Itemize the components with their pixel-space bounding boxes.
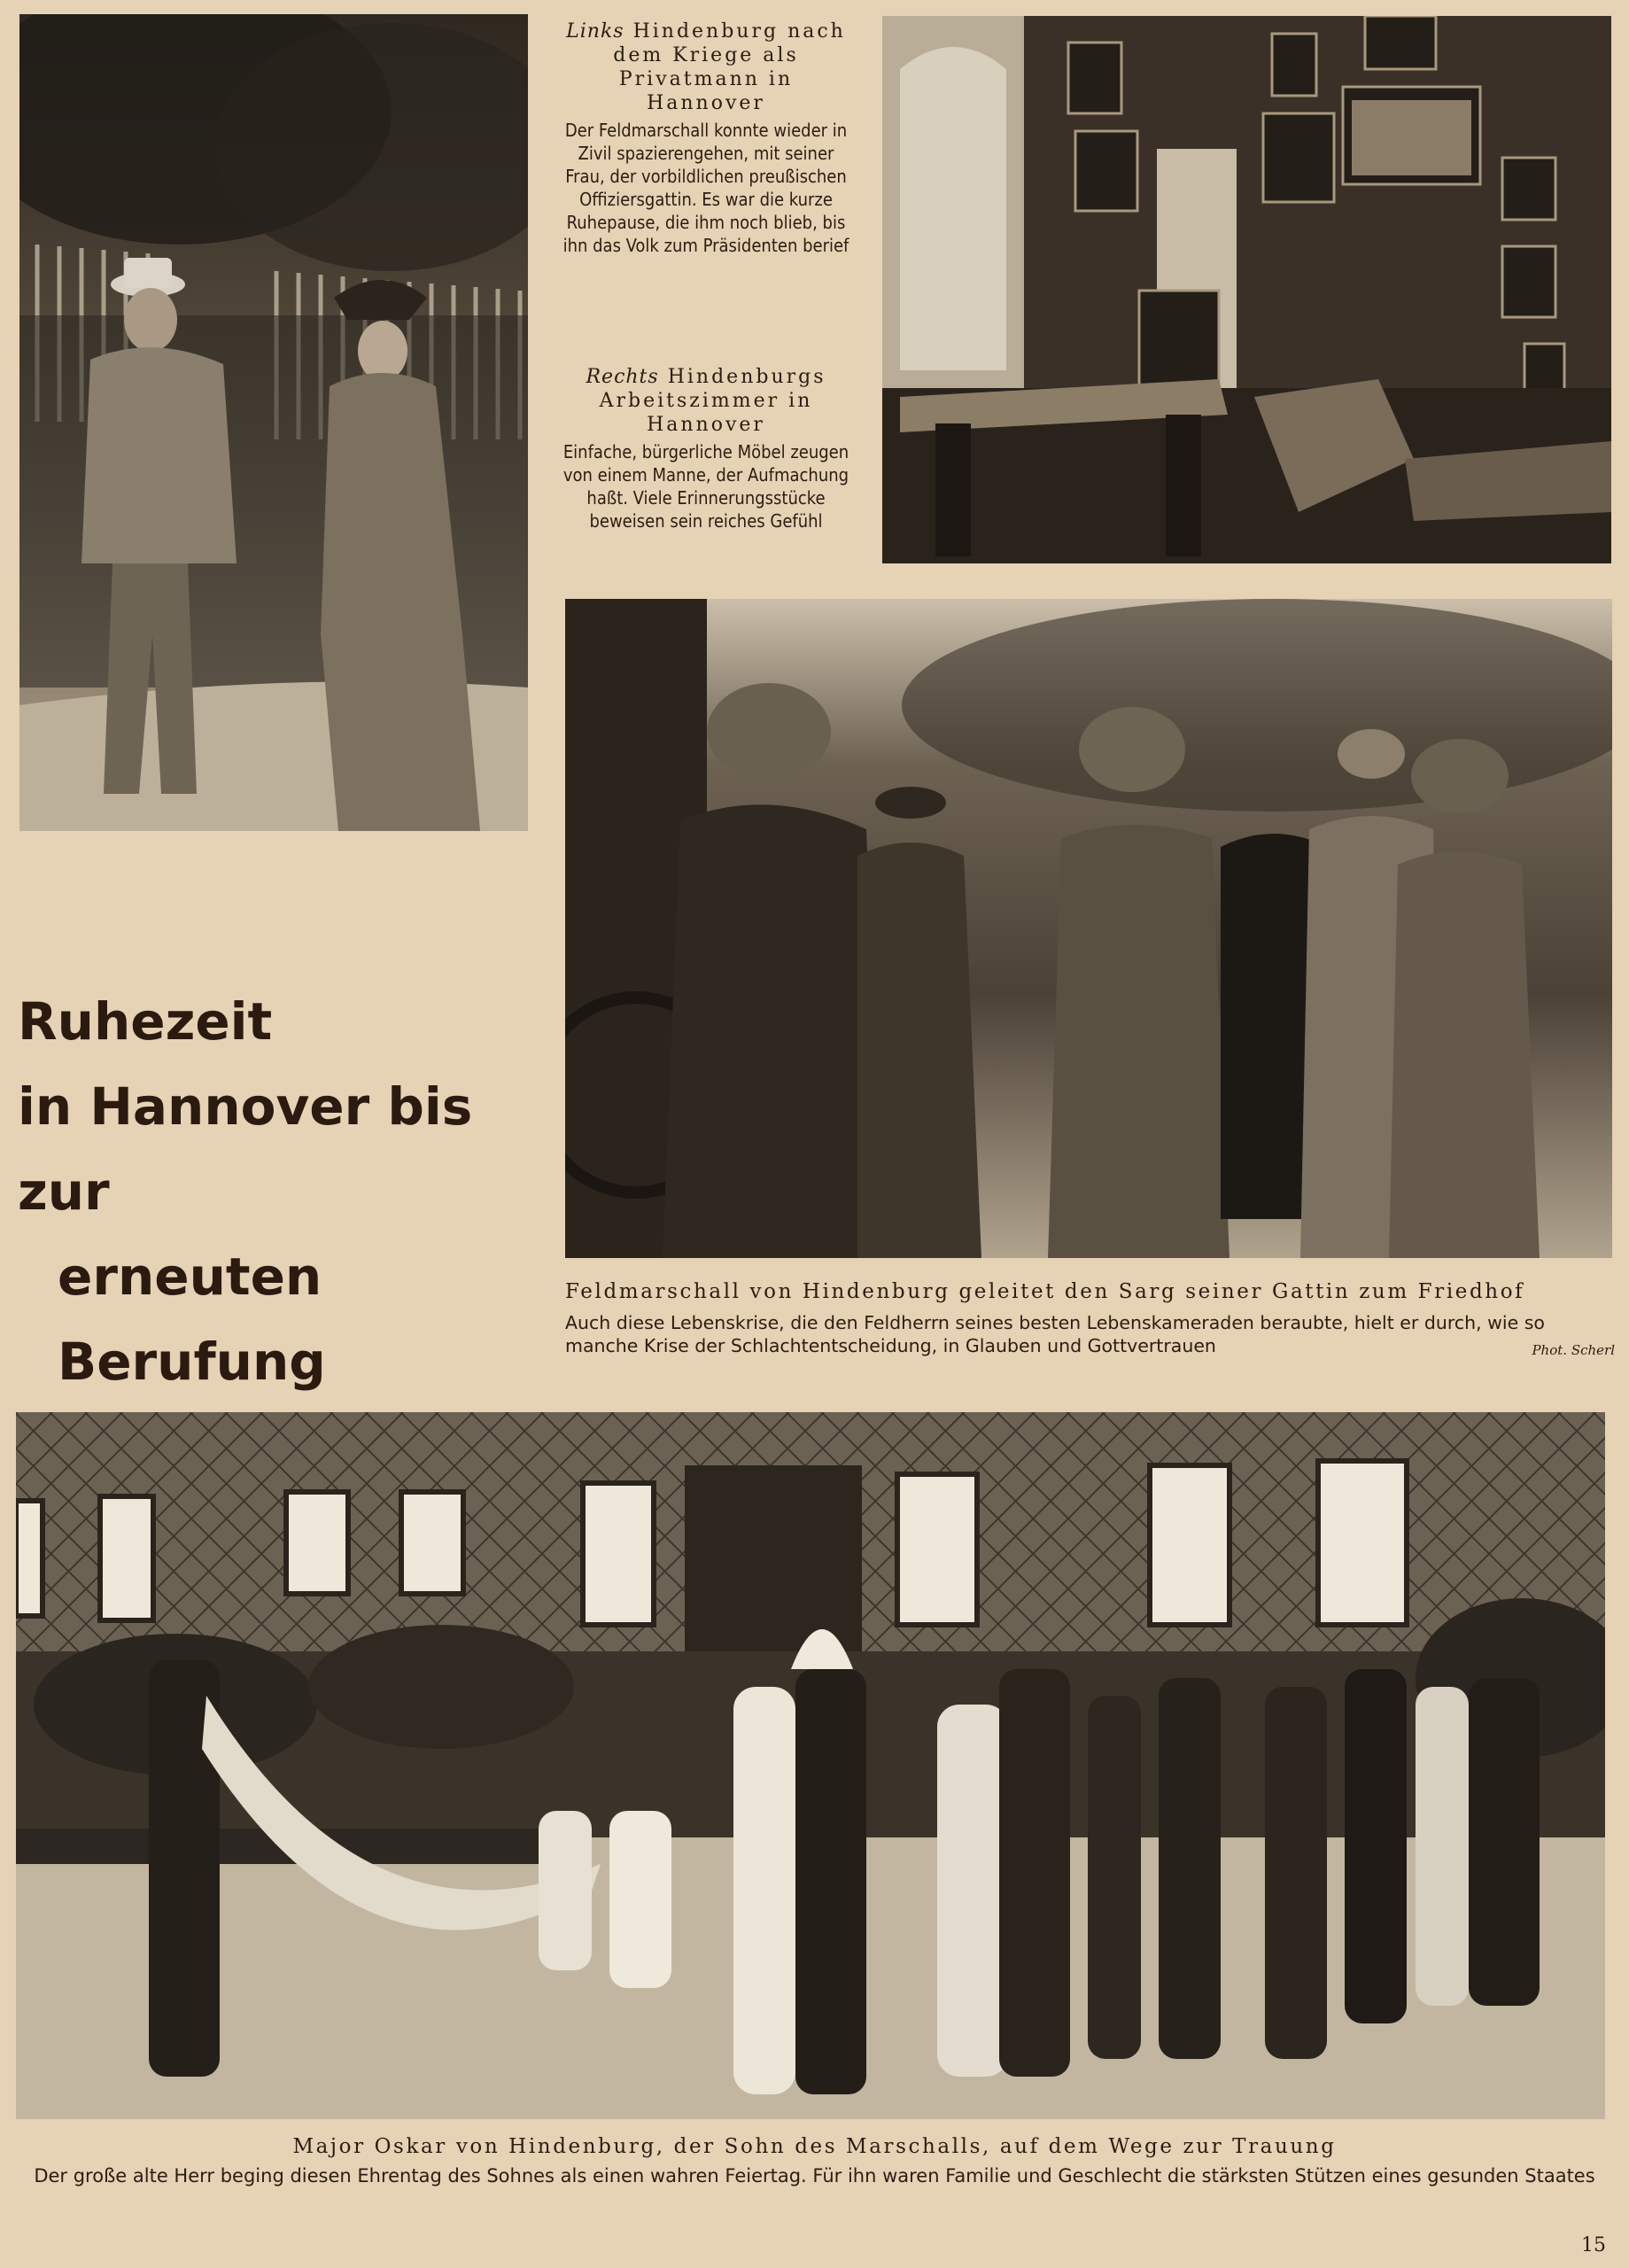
caption-left-title: [560, 19, 852, 115]
photo-study-room: [882, 16, 1611, 563]
caption-right-body: Einfache, bürgerliche Möbel zeugen von einem Manne, der Aufmachung haßt. Viele Erinnerungsstücke beweisen sein reiches Gefühl: [562, 441, 849, 532]
caption-left-photo: [560, 19, 852, 257]
headline-line-3: erneuten Berufung: [58, 1247, 326, 1392]
caption-right-lead-word: Rechts: [586, 366, 659, 388]
caption-left-body: Der Feldmarschall konnte wieder in Zivil spazierengehen, mit seiner Frau, der vorbildlichen preußischen Offiziersgattin. Es war die kurze Ruhepause, die ihm noch blieb, bis ihn das Volk zum Präsidenten berief: [562, 120, 849, 256]
caption-bottom-body: Der große alte Herr beging diesen Ehrentag des Sohnes als einen wahren Feiertag. Für ihn waren Familie und Geschlecht die stärksten Stützen eines gesunden Staates: [34, 2165, 1595, 2186]
photo-credit: Phot. Scherl: [1532, 1342, 1615, 1358]
caption-right-lead-rest: Hindenburgs Arbeitszimmer in Hannover: [599, 366, 826, 436]
headline-line-1: Ruhezeit: [18, 991, 273, 1052]
caption-right-title: [560, 365, 852, 437]
caption-middle-title: Feldmarschall von Hindenburg geleitet den Sarg seiner Gattin zum Friedhof: [565, 1280, 1525, 1303]
caption-left-lead-rest: Hindenburg nach dem Kriege als Privatmann in Hannover: [613, 20, 846, 114]
headline-line-2: in Hannover bis zur: [18, 1076, 473, 1222]
caption-middle-body: Auch diese Lebenskrise, die den Feldherrn seines besten Lebenskameraden beraubte, hielt er durch, wie so manche Krise der Schlachtentscheidung, in Glauben und Gottvertrauen: [565, 1312, 1545, 1356]
caption-right-photo: [560, 365, 852, 532]
page-number: 15: [1581, 2234, 1606, 2256]
caption-bottom-title: Major Oskar von Hindenburg, der Sohn des Marschalls, auf dem Wege zur Trauung: [292, 2135, 1337, 2158]
photo-funeral-procession: [565, 599, 1612, 1258]
caption-left-lead-word: Links: [566, 20, 624, 43]
photo-wedding-procession: [16, 1412, 1605, 2119]
page-headline: [18, 979, 536, 1404]
photo-couple-walking: [19, 14, 528, 831]
